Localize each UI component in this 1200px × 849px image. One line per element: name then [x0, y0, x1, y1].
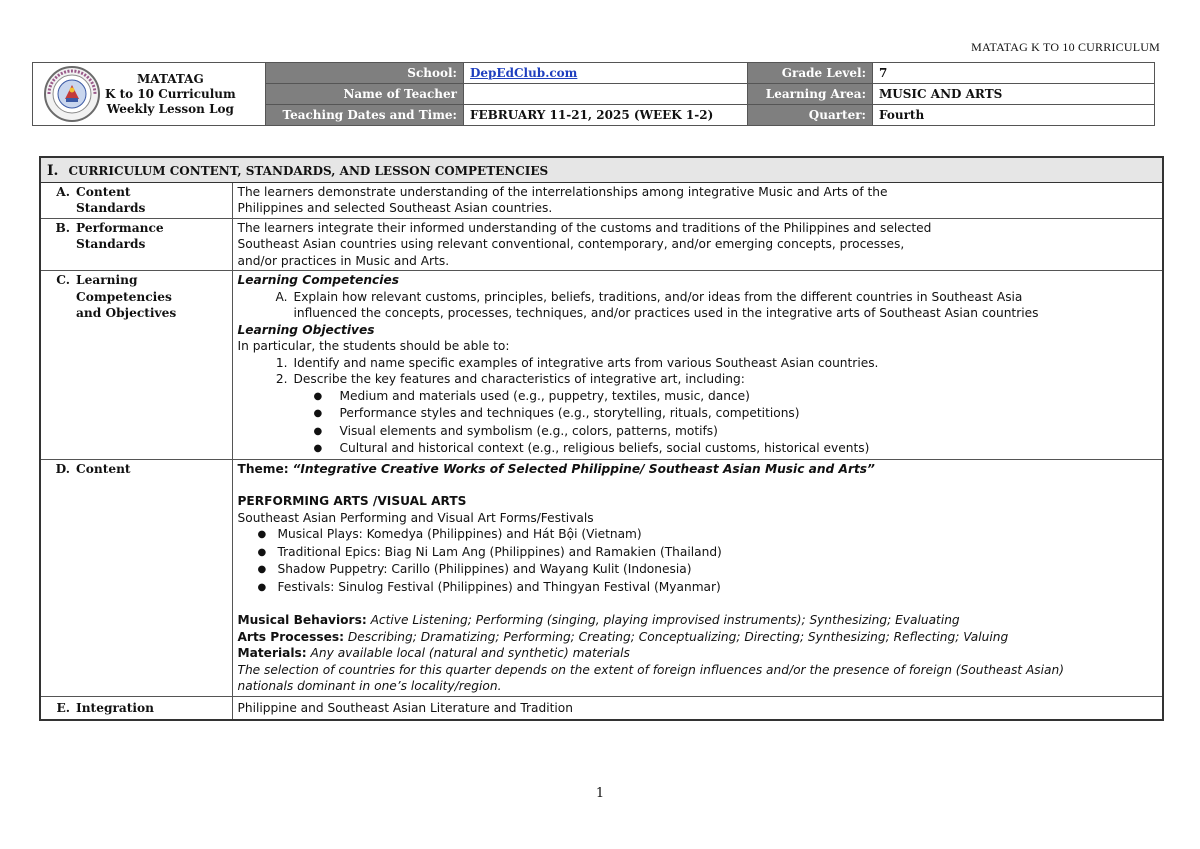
arts-subheading: Southeast Asian Performing and Visual Art Forms/Festivals [237, 510, 594, 525]
section-roman: I. [47, 163, 59, 179]
lesson-info-table [32, 62, 1155, 126]
performance-standards-text-2: Southeast Asian countries using relevant conventional, contemporary, and/or emerging concepts, processes, [237, 237, 905, 251]
curriculum-header: MATATAG K TO 10 CURRICULUM [971, 40, 1160, 54]
row-c-label-3: and Objectives [76, 306, 177, 320]
row-c-label-1: Learning [76, 273, 138, 287]
quarter-label: Quarter: [748, 105, 873, 126]
performance-standards-row [40, 218, 1163, 271]
section-title: CURRICULUM CONTENT, STANDARDS, AND LESSON COMPETENCIES [68, 164, 549, 178]
learning-area-label: Learning Area: [748, 84, 873, 105]
list-item: ● Medium and materials used (e.g., puppetry, textiles, music, dance) [313, 388, 750, 403]
objectives-intro: In particular, the students should be able to: [237, 339, 510, 353]
objective-1-marker: 1. [275, 355, 288, 370]
list-item: ● Cultural and historical context (e.g., religious beliefs, social customs, historical events) [313, 441, 870, 455]
teaching-dates-value: FEBRUARY 11-21, 2025 (WEEK 1-2) [464, 105, 748, 126]
logo-line-1: MATATAG [137, 71, 204, 86]
list-item: ● Traditional Epics: Biag Ni Lam Ang (Philippines) and Ramakien (Thailand) [257, 544, 722, 559]
row-a-letter: A. [56, 184, 70, 199]
deped-seal-icon [43, 65, 101, 123]
logo-line-2: K to 10 Curriculum [105, 86, 236, 101]
theme-text: “Integrative Creative Works of Selected Philippine/ Southeast Asian Music and Arts” [292, 461, 875, 476]
page-number: 1 [595, 786, 605, 801]
row-c-letter: C. [56, 273, 70, 287]
teacher-label: Name of Teacher [266, 84, 464, 105]
performance-standards-text-3: and/or practices in Music and Arts. [237, 253, 450, 268]
teacher-value [464, 84, 748, 105]
section-heading [40, 157, 1163, 182]
row-b-letter: B. [55, 220, 70, 235]
list-item: ● Festivals: Sinulog Festival (Philippines) and Thingyan Festival (Myanmar) [257, 579, 721, 594]
list-item: ● Performance styles and techniques (e.g., storytelling, rituals, competitions) [313, 406, 800, 420]
row-e-label-1: Integration [76, 700, 155, 715]
materials-label: Materials: [237, 646, 307, 660]
row-c-label-2: Competencies [76, 289, 172, 304]
school-label: School: [266, 63, 464, 84]
row-a-label-2: Standards [76, 201, 146, 215]
content-standards-text-1: The learners demonstrate understanding of the interrelationships among integrative Music and Arts of the [237, 184, 888, 199]
curriculum-table [39, 156, 1164, 721]
integration-text: Philippine and Southeast Asian Literature and Tradition [237, 700, 573, 715]
musical-behaviors-text: Active Listening; Performing (singing, playing improvised instruments); Synthesizing; Evaluating [370, 613, 960, 627]
objective-1-text: Identify and name specific examples of integrative arts from various Southeast Asian countries. [293, 355, 879, 370]
content-standards-text-2: Philippines and selected Southeast Asian countries. [237, 201, 553, 215]
competency-text-1: Explain how relevant customs, principles, beliefs, traditions, and/or ideas from the different countries in Southeast Asia [293, 289, 1023, 304]
selection-note-2: nationals dominant in one’s locality/region. [237, 679, 502, 693]
arts-processes-label: Arts Processes: [237, 629, 344, 644]
competencies-row [40, 271, 1163, 460]
row-b-label-2: Standards [76, 237, 146, 251]
grade-level-label: Grade Level: [748, 63, 873, 84]
list-item: ● Shadow Puppetry: Carillo (Philippines) and Wayang Kulit (Indonesia) [257, 562, 692, 576]
teaching-dates-label: Teaching Dates and Time: [266, 105, 464, 126]
school-link[interactable]: DepEdClub.com [470, 66, 578, 80]
row-d-label-1: Content [76, 461, 131, 476]
logo-cell [33, 63, 266, 126]
arts-heading: PERFORMING ARTS /VISUAL ARTS [237, 494, 467, 508]
objective-2-text: Describe the key features and characteristics of integrative art, including: [293, 372, 745, 386]
performance-standards-text-1: The learners integrate their informed understanding of the customs and traditions of the Philippines and selected [237, 220, 932, 235]
row-a-label-1: Content [76, 184, 131, 199]
objectives-heading: Learning Objectives [237, 322, 375, 337]
grade-level-value: 7 [873, 63, 1155, 84]
row-d-letter: D. [55, 461, 70, 476]
materials-text: Any available local (natural and synthetic) materials [310, 646, 630, 660]
row-b-label-1: Performance [76, 220, 164, 235]
content-standards-row [40, 182, 1163, 218]
quarter-value: Fourth [873, 105, 1155, 126]
row-e-letter: E. [56, 700, 70, 715]
theme-label: Theme: [237, 461, 289, 476]
objective-2-marker: 2. [275, 372, 288, 386]
integration-row [40, 696, 1163, 720]
arts-processes-text: Describing; Dramatizing; Performing; Creating; Conceptualizing; Directing; Synthesizing; Reflecting; Valuing [347, 629, 1009, 644]
logo-line-3: Weekly Lesson Log [106, 101, 234, 116]
list-item: ● Musical Plays: Komedya (Philippines) and Hát Bội (Vietnam) [257, 527, 642, 541]
learning-area-value: MUSIC AND ARTS [873, 84, 1155, 105]
competencies-heading: Learning Competencies [237, 273, 399, 287]
musical-behaviors-label: Musical Behaviors: [237, 613, 367, 627]
list-item: ● Visual elements and symbolism (e.g., colors, patterns, motifs) [313, 423, 718, 438]
content-row [40, 459, 1163, 696]
selection-note-1: The selection of countries for this quarter depends on the extent of foreign influences and/or the presence of foreign (Southeast Asian) [237, 662, 1064, 677]
competency-marker: A. [275, 289, 288, 304]
competency-text-2: influenced the concepts, processes, techniques, and/or practices used in the integrative arts of Southeast Asian countries [293, 306, 1039, 320]
